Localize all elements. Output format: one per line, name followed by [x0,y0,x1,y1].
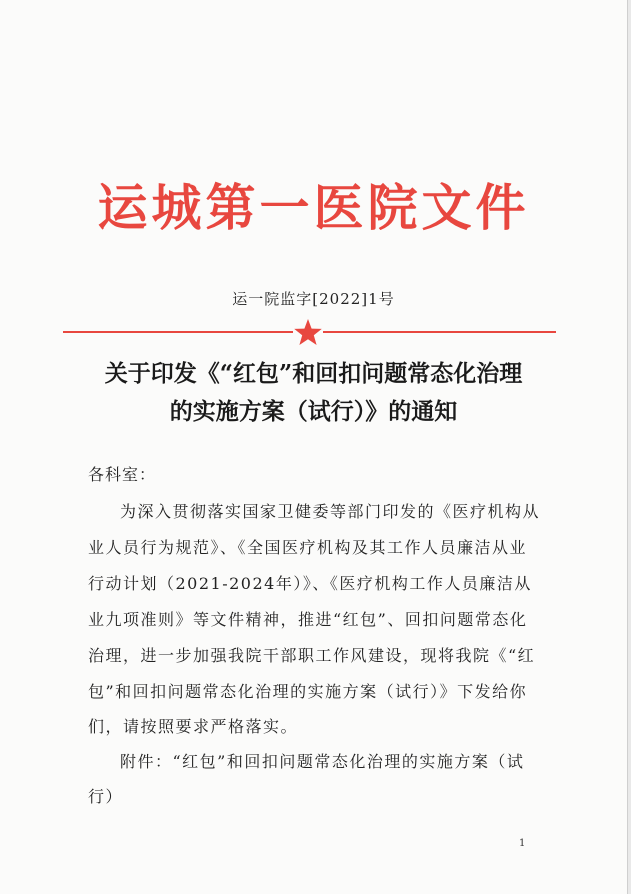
body-line: 行动计划（2021-2024年）》、《医疗机构工作人员廉洁从 [88,574,532,593]
body-line: 业人员行为规范》、《全国医疗机构及其工作人员廉洁从业 [88,538,528,557]
body-line: 包”和回扣问题常态化治理的实施方案（试行）》下发给你 [88,682,528,701]
red-divider-right [323,331,556,333]
attachment-line: 附件：“红包”和回扣问题常态化治理的实施方案（试 [120,752,525,771]
masthead-title: 运城第一医院文件 [97,178,530,237]
body-line: 业九项准则》等文件精神，推进“红包”、回扣问题常态化 [88,610,528,629]
notice-title-line-1: 关于印发《“红包”和回扣问题常态化治理 [104,360,523,387]
body-line: 治理，进一步加强我院干部职工作风建设，现将我院《“红 [88,646,536,665]
red-star-icon [293,318,323,346]
salutation: 各科室： [88,465,157,484]
attachment-line: 行） [88,787,124,806]
body-line: 为深入贯彻落实国家卫健委等部门印发的《医疗机构从 [120,502,541,521]
page-number: 1 [519,838,526,849]
red-divider-left [63,331,293,333]
notice-title-line-2: 的实施方案（试行）》的通知 [169,398,458,425]
document-number: 运一院监字[2022]1号 [232,290,395,308]
body-line: 们，请按照要求严格落实。 [88,717,299,736]
